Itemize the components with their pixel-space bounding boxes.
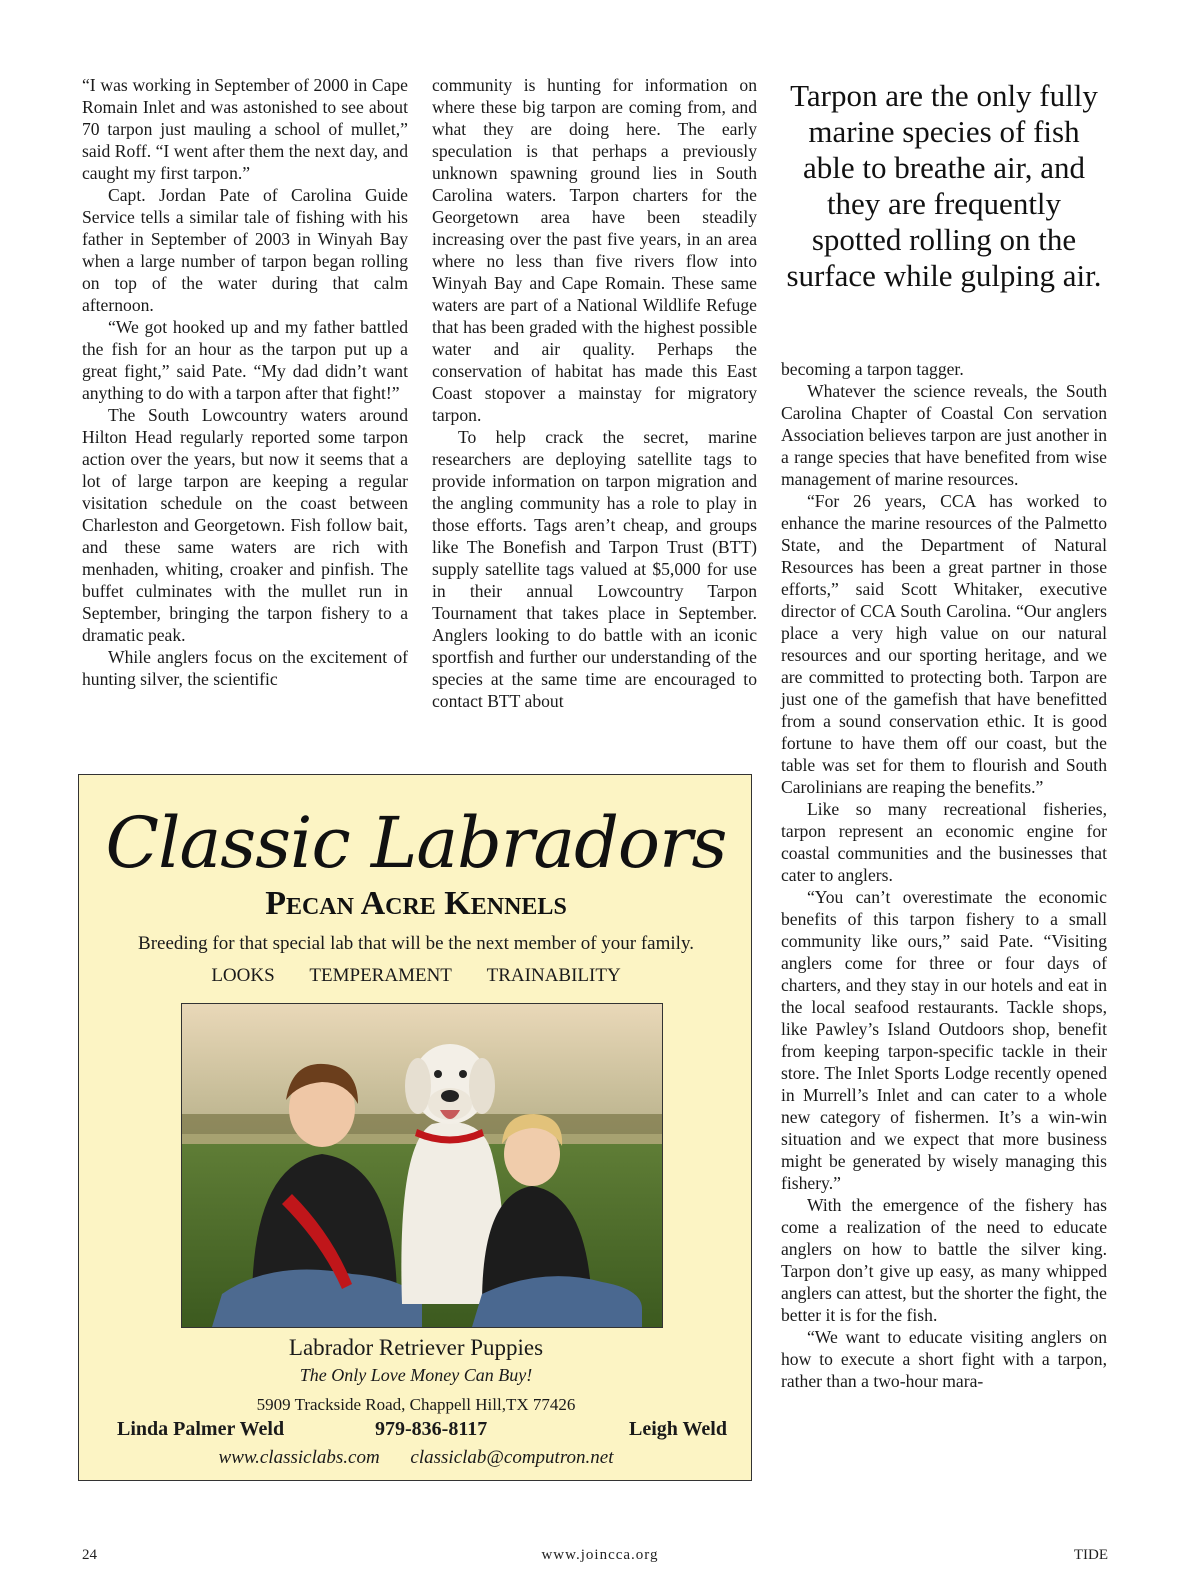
ad-contact-name: Leigh Weld	[629, 1418, 727, 1440]
article-column-3	[781, 358, 1107, 1392]
ad-web-contact	[79, 1447, 753, 1469]
footer-url[interactable]: www.joincca.org	[541, 1547, 659, 1563]
ad-puppies-heading: Labrador Retriever Puppies	[288, 1335, 544, 1360]
ad-website-link[interactable]: www.classiclabs.com	[218, 1447, 380, 1468]
ad-trait: TEMPERAMENT	[309, 965, 452, 986]
ad-kennel-name: Pecan Acre Kennels	[265, 885, 567, 922]
ad-phone: 979-836-8117	[375, 1418, 488, 1440]
ad-slogan: The Only Love Money Can Buy!	[299, 1365, 533, 1385]
ad-trait: TRAINABILITY	[486, 965, 621, 986]
paragraph: To help crack the secret, marine researchers are deploying satellite tags to provide information on tarpon migration and the angling community has a role to play in those efforts. Tags aren’t cheap, and groups like The Bonefish and Tarpon Trust (BTT) supply satellite tags valued at $5,000 for use in their annual Lowcountry Tarpon Tournament that takes place in September. Anglers looking to do battle with an iconic sportfish and further our understanding of the species at the same time are encouraged to contact BTT about	[432, 427, 757, 711]
page-number: 24	[82, 1547, 97, 1563]
ad-title: Classic Labradors	[105, 802, 727, 884]
paragraph: “For 26 years, CCA has worked to enhance the marine resources of the Palmetto State, and the Department of Natural Resources has been a great partner in those efforts,” said Scott Whitaker, executive director of CCA South Carolina. “Our anglers place a very high value on our natural resources and our sporting heritage, and we are committed to protecting both. Tarpon are just one of the gamefish that have benefitted from a sound conservation ethic. It is good fortune to have them off our coast, but the table was set for them to flourish and South Carolinians are reaping the benefits.”	[781, 491, 1107, 797]
ad-address: 5909 Trackside Road, Chappell Hill,TX 77426	[256, 1395, 576, 1414]
advertisement-classic-labradors	[78, 774, 752, 1481]
paragraph: Capt. Jordan Pate of Carolina Guide Service tells a similar tale of fishing with his father in September of 2003 in Winyah Bay when a large number of tarpon began rolling on top of the water during that calm afternoon.	[82, 185, 408, 315]
ad-photo-boys-with-labrador	[181, 1003, 663, 1328]
ad-trait: LOOKS	[211, 965, 275, 986]
paragraph: “You can’t overestimate the economic benefits of this tarpon fishery to a small community like ours,” said Pate. “Visiting anglers come for three or four days of charters, and they stay in our hotels and eat in the local seafood restaurants. Tackle shops, like Pawley’s Island Outdoors shop, benefit from keeping tarpon-specific tackle in their store. The Inlet Sports Lodge recently opened in Murrell’s Inlet and can cater to a whole new category of fishermen. It’s a win-win situation and we expect that more business might be generated by wisely managing this fishery.”	[781, 887, 1107, 1193]
paragraph: “We got hooked up and my father battled the fish for an hour as the tarpon put up a great fight,” said Pate. “My dad didn’t want anything to do with a tarpon after that fight!”	[82, 317, 408, 403]
paragraph: The South Lowcountry waters around Hilton Head regularly reported some tarpon action over the years, but now it seems that a lot of large tarpon are keeping a regular visitation schedule on the coast between Charleston and Georgetown. Fish follow bait, and these same waters are rich with menhaden, whiting, croaker and pinfish. The buffet culminates with the mullet run in September, bringing the tarpon fishery to a dramatic peak.	[82, 405, 408, 645]
ad-contact-name: Linda Palmer Weld	[117, 1418, 285, 1440]
paragraph: “We want to educate visiting anglers on how to execute a short fight with a tarpon, rather than a two-hour mara-	[781, 1327, 1107, 1391]
article-column-1	[82, 74, 408, 690]
paragraph: While anglers focus on the excitement of hunting silver, the scientific	[82, 647, 408, 689]
ad-email-link[interactable]: classiclab@computron.net	[410, 1447, 614, 1468]
magazine-name: TIDE	[1073, 1547, 1108, 1563]
ad-tagline: Breeding for that special lab that will be the next member of your family.	[138, 933, 694, 954]
pull-quote: Tarpon are the only fully marine species of fish able to breathe air, and they are frequently spotted rolling on the surface while gulping air.	[786, 78, 1102, 293]
paragraph: Like so many recreational fisheries, tarpon represent an economic engine for coastal communities and the businesses that cater to anglers.	[781, 799, 1107, 885]
paragraph: community is hunting for information on where these big tarpon are coming from, and what they are doing here. The early speculation is that perhaps a previously unknown spawning ground lies in South Carolina waters. Tarpon charters for the Georgetown area have been steadily increasing over the past five years, in an area where no less than five rivers flow into Winyah Bay and Cape Romain. These same waters are part of a National Wildlife Refuge that has been graded with the highest possible water and air quality. Perhaps the conservation of habitat has made this East Coast stopover a mainstay for migratory tarpon.	[432, 75, 757, 425]
paragraph: becoming a tarpon tagger.	[781, 359, 964, 379]
ad-traits	[79, 965, 753, 987]
article-column-2	[432, 74, 757, 712]
paragraph: With the emergence of the fishery has come a realization of the need to educate anglers on how to battle the silver king. Tarpon don’t give up easy, as many whipped anglers can attest, but the shorter the fight, the better it is for the fish.	[781, 1195, 1107, 1325]
paragraph: Whatever the science reveals, the South Carolina Chapter of Coastal Con servation Association believes tarpon are just another in a range species that have benefited from wise management of marine resources.	[781, 381, 1107, 489]
paragraph: “I was working in September of 2000 in Cape Romain Inlet and was astonished to see about 70 tarpon just mauling a school of mullet,” said Roff. “I went after them the next day, and caught my first tarpon.”	[82, 75, 408, 183]
